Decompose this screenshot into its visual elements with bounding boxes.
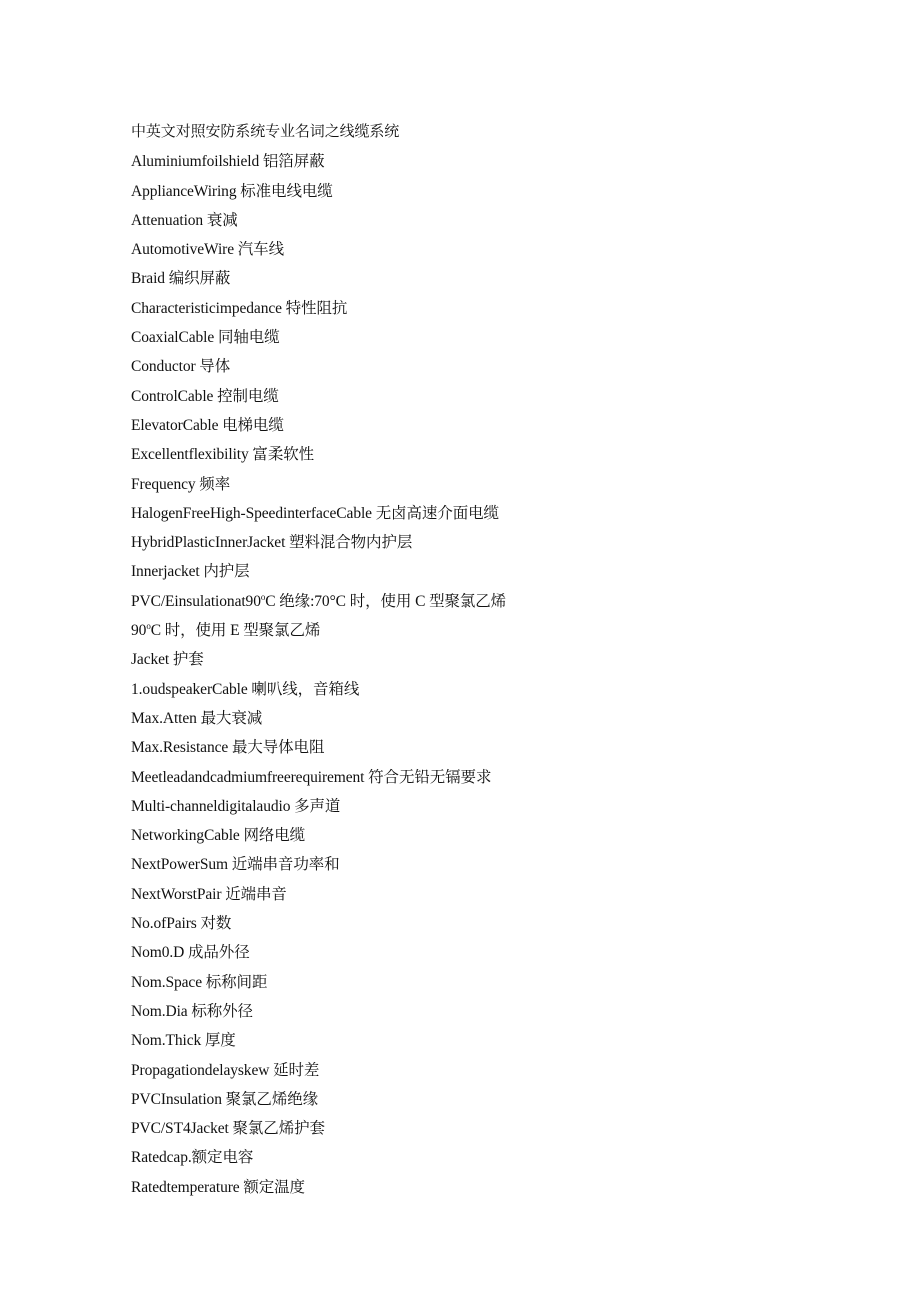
entry-text: C 时，使用 E 型聚氯乙烯 (150, 622, 321, 640)
glossary-entry: Meetleadandcadmiumfreerequirement 符合无铅无镉要求 (131, 768, 492, 786)
glossary-entry: NextPowerSum 近端串音功率和 (131, 856, 340, 874)
glossary-entry: No.ofPairs 对数 (131, 915, 232, 933)
glossary-entry: ApplianceWiring 标准电线电缆 (131, 182, 333, 200)
glossary-entry: Max.Resistance 最大导体电阻 (131, 739, 325, 757)
glossary-entry: Nom.Thick 厚度 (131, 1032, 236, 1050)
glossary-entry: ControlCable 控制电缆 (131, 387, 279, 405)
glossary-entry: Aluminiumfoilshield 铝箔屏蔽 (131, 153, 325, 171)
glossary-entry: Conductor 导体 (131, 358, 231, 376)
glossary-entry: Innerjacket 内护层 (131, 563, 250, 581)
glossary-entry-90c (131, 616, 831, 645)
glossary-entry: ElevatorCable 电梯电缆 (131, 416, 284, 434)
glossary-entry: Nom.Dia 标称外径 (131, 1002, 253, 1020)
glossary-entry: Attenuation 衰减 (131, 211, 238, 229)
glossary-entry: Ratedtemperature 额定温度 (131, 1178, 305, 1196)
glossary-entry: NextWorstPair 近端串音 (131, 885, 287, 903)
glossary-entry: Max.Atten 最大衰减 (131, 709, 263, 727)
glossary-entry: Nom.Space 标称间距 (131, 973, 268, 991)
entry-text: 90 (131, 622, 147, 640)
entry-text: PVC/Einsulationat90 (131, 592, 261, 610)
document-title: 中英文对照安防系统专业名词之线缆系统 (131, 124, 400, 140)
glossary-entry: HalogenFreeHigh-SpeedinterfaceCable 无卤高速介面电缆 (131, 504, 499, 522)
entry-text: C 绝缘:70°C 时，使用 C 型聚氯乙烯 (265, 592, 507, 610)
glossary-entry: Frequency 频率 (131, 475, 231, 493)
glossary-entry: NetworkingCable 网络电缆 (131, 827, 306, 845)
glossary-entry: PVCInsulation 聚氯乙烯绝缘 (131, 1090, 319, 1108)
glossary-list (131, 118, 831, 1202)
glossary-entry: Braid 编织屏蔽 (131, 270, 231, 288)
glossary-entry: Propagationdelayskew 延时差 (131, 1061, 320, 1079)
degree-superscript: o (146, 621, 151, 632)
glossary-entry: HybridPlasticInnerJacket 塑料混合物内护层 (131, 534, 413, 552)
glossary-entry: PVC/ST4Jacket 聚氯乙烯护套 (131, 1120, 325, 1138)
glossary-entry: Characteristicimpedance 特性阻抗 (131, 299, 348, 317)
glossary-entry: Excellentflexibility 富柔软性 (131, 446, 315, 464)
glossary-entry-pvc-e-insulation (131, 587, 831, 616)
glossary-entry: 1.oudspeakerCable 喇叭线，音箱线 (131, 680, 360, 698)
glossary-entry: Multi-channeldigitalaudio 多声道 (131, 797, 341, 815)
glossary-entry: CoaxialCable 同轴电缆 (131, 329, 280, 347)
glossary-entry: Jacket 护套 (131, 651, 204, 669)
glossary-entry: Nom0.D 成品外径 (131, 944, 250, 962)
glossary-entry: Ratedcap.额定电容 (131, 1149, 254, 1167)
glossary-entry: AutomotiveWire 汽车线 (131, 241, 284, 259)
degree-superscript: o (260, 591, 266, 602)
